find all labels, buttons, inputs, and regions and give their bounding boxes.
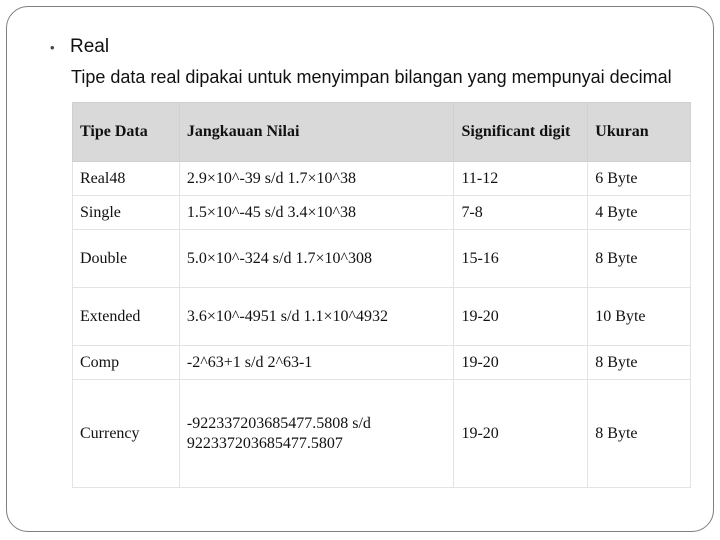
bullet-icon: • <box>50 39 55 55</box>
table-row <box>73 346 691 380</box>
cell-type: Real48 <box>73 162 180 196</box>
cell-type: Comp <box>73 346 180 380</box>
heading-title: Real <box>70 36 110 57</box>
header-ukuran: Ukuran <box>588 103 691 162</box>
cell-range: 1.5×10^-45 s/d 3.4×10^38 <box>179 196 454 230</box>
table-header-row <box>73 103 691 162</box>
cell-type: Single <box>73 196 180 230</box>
cell-size: 6 Byte <box>588 162 691 196</box>
data-type-table <box>72 102 691 488</box>
cell-type: Extended <box>73 288 180 346</box>
cell-range: -922337203685477.5808 s/d 922337203685477.5807 <box>179 380 454 488</box>
cell-range: 5.0×10^-324 s/d 1.7×10^308 <box>179 230 454 288</box>
table-row <box>73 162 691 196</box>
cell-size: 10 Byte <box>588 288 691 346</box>
table-row <box>73 380 691 488</box>
cell-range: 3.6×10^-4951 s/d 1.1×10^4932 <box>179 288 454 346</box>
cell-size: 8 Byte <box>588 380 691 488</box>
bullet-heading <box>50 36 109 58</box>
table-row <box>73 288 691 346</box>
cell-size: 8 Byte <box>588 230 691 288</box>
cell-digits: 19-20 <box>454 288 588 346</box>
cell-digits: 7-8 <box>454 196 588 230</box>
cell-digits: 19-20 <box>454 346 588 380</box>
description-text: Tipe data real dipakai untuk menyimpan bilangan yang mempunyai decimal <box>71 67 672 87</box>
table-row <box>73 230 691 288</box>
cell-size: 4 Byte <box>588 196 691 230</box>
cell-size: 8 Byte <box>588 346 691 380</box>
header-jangkauan-nilai: Jangkauan Nilai <box>179 103 454 162</box>
cell-type: Double <box>73 230 180 288</box>
cell-digits: 15-16 <box>454 230 588 288</box>
table-row <box>73 196 691 230</box>
cell-range: 2.9×10^-39 s/d 1.7×10^38 <box>179 162 454 196</box>
header-tipe-data: Tipe Data <box>73 103 180 162</box>
cell-digits: 19-20 <box>454 380 588 488</box>
header-significant-digit: Significant digit <box>454 103 588 162</box>
cell-digits: 11-12 <box>454 162 588 196</box>
cell-type: Currency <box>73 380 180 488</box>
cell-range: -2^63+1 s/d 2^63-1 <box>179 346 454 380</box>
